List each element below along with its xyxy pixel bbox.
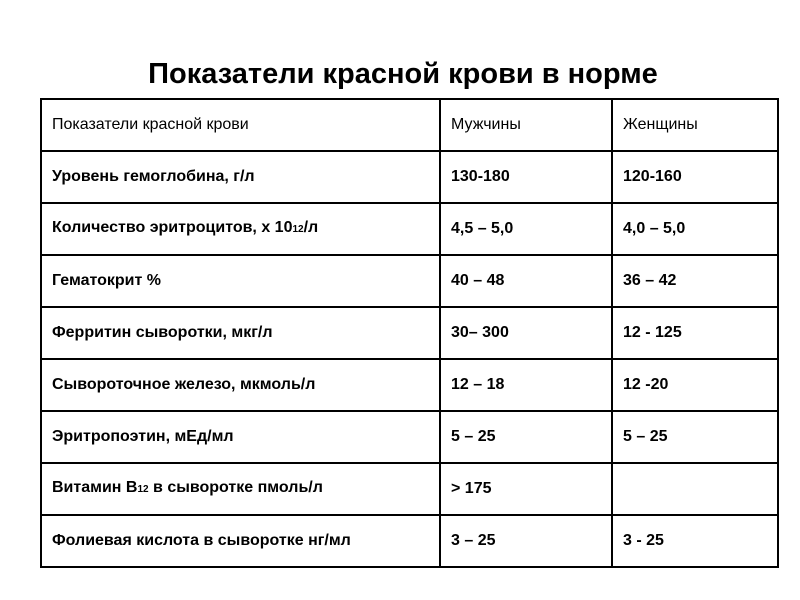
women-value: 3 - 25 — [612, 515, 778, 567]
women-value: 12 -20 — [612, 359, 778, 411]
page-title: Показатели красной крови в норме — [148, 58, 658, 90]
women-value: 12 - 125 — [612, 307, 778, 359]
men-value: 4,5 – 5,0 — [440, 203, 612, 255]
men-value: 130-180 — [440, 151, 612, 203]
row-label — [41, 463, 440, 515]
women-value: 4,0 – 5,0 — [612, 203, 778, 255]
women-value: 5 – 25 — [612, 411, 778, 463]
row-label: Эритропоэтин, мЕд/мл — [41, 411, 440, 463]
men-value: 30– 300 — [440, 307, 612, 359]
table-row — [41, 255, 778, 307]
women-value: 36 – 42 — [612, 255, 778, 307]
row-label: Фолиевая кислота в сыворотке нг/мл — [41, 515, 440, 567]
men-value: 40 – 48 — [440, 255, 612, 307]
men-value: > 175 — [440, 463, 612, 515]
row-label: Ферритин сыворотки, мкг/л — [41, 307, 440, 359]
exponent: 12 — [292, 224, 304, 235]
row-label-text: Витамин В — [52, 479, 138, 496]
table-row — [41, 411, 778, 463]
row-label: Уровень гемоглобина, г/л — [41, 151, 440, 203]
row-label — [41, 203, 440, 255]
men-value: 12 – 18 — [440, 359, 612, 411]
row-label-text: Количество эритроцитов, х 10 — [52, 219, 293, 236]
men-value: 5 – 25 — [440, 411, 612, 463]
row-label: Гематокрит % — [41, 255, 440, 307]
men-value: 3 – 25 — [440, 515, 612, 567]
table-row — [41, 203, 778, 255]
row-label-unit: в сыворотке пмоль/л — [148, 479, 323, 496]
table-header-row — [41, 99, 778, 151]
table-row — [41, 463, 778, 515]
row-label: Сывороточное железо, мкмоль/л — [41, 359, 440, 411]
row-label-unit: /л — [303, 219, 319, 236]
blood-norms-table — [40, 98, 779, 568]
table-row — [41, 151, 778, 203]
table-row — [41, 515, 778, 567]
subscript: 12 — [137, 484, 149, 495]
women-value: 120-160 — [612, 151, 778, 203]
women-value — [612, 463, 778, 515]
header-women: Женщины — [612, 99, 778, 151]
table-row — [41, 359, 778, 411]
table-row — [41, 307, 778, 359]
header-men: Мужчины — [440, 99, 612, 151]
header-indicator: Показатели красной крови — [41, 99, 440, 151]
